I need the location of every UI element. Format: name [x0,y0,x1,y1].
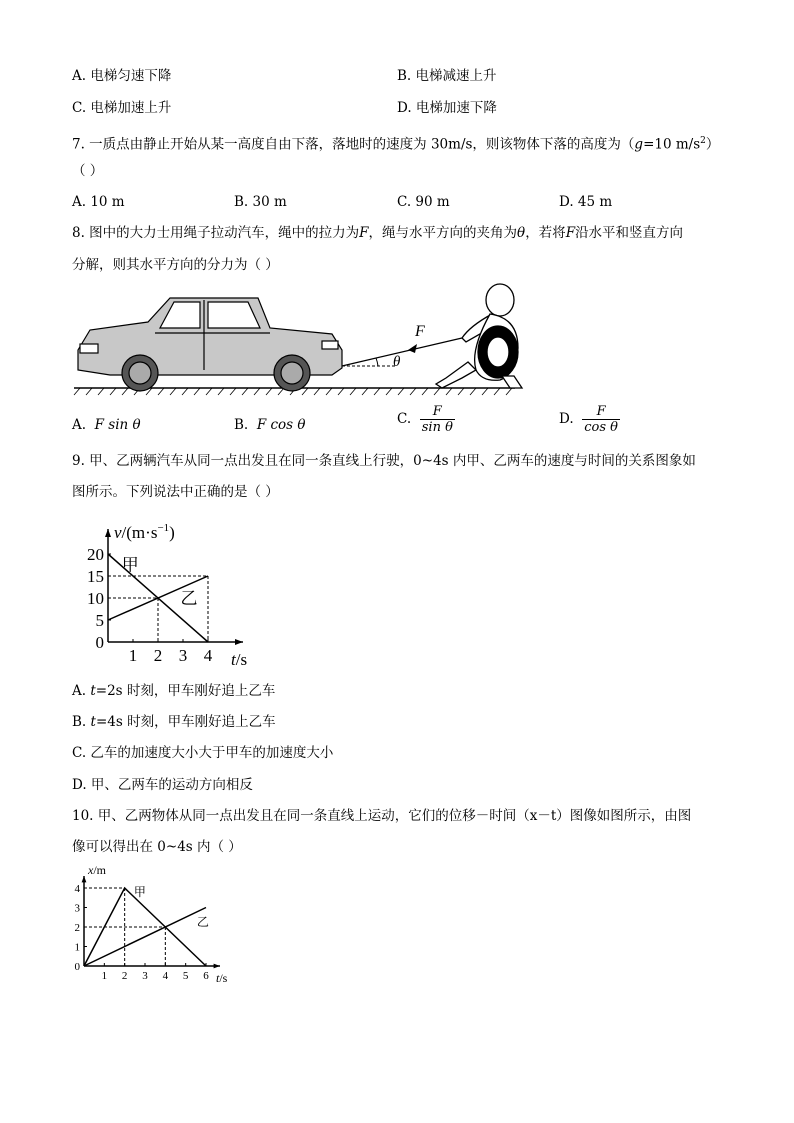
x-tick-label-3: 3 [142,970,148,982]
q9-y-axis-label: $v/(m\cdot s^{-1})$ [114,522,175,542]
q7-option-d: D. 45 m [559,194,613,210]
y-tick-label-4: 4 [74,882,80,895]
q10-y-axis-label: x/m [88,863,106,877]
x-axis-arrow [235,639,243,645]
q8-theta-symbol: θ [517,225,526,241]
q10-series-label-jia: 甲 [133,884,146,899]
q9-option-b [72,713,276,731]
q9-option-a-var: t [90,683,96,699]
q10-stem-line1: 10. 甲、乙两物体从同一点出发且在同一条直线上运动，它们的位移－时间（x－t）图像如图所示，由图 [72,808,692,824]
q9-stem-line2: 图所示。下列说法中正确的是（ ） [72,484,279,500]
force-arrowhead [408,344,417,353]
q8-F-symbol: F [359,225,369,241]
q6-option-a: A. 电梯匀速下降 [72,68,172,84]
q8-option-c-denominator: sin θ [421,420,453,435]
q8-option-c [397,404,455,435]
q7-stem [72,132,719,154]
y-tick-label-0: 0 [95,632,104,652]
q8-option-d-numerator: F [596,404,606,419]
x-tick-label-6: 6 [203,970,209,982]
q6-option-c: C. 电梯加速上升 [72,100,172,116]
q8-text-b: ，绳与水平方向的夹角为 [368,225,518,241]
angle-arc [376,358,378,366]
q7-option-c: C. 90 m [397,194,450,210]
q7-option-b: B. 30 m [234,194,287,210]
q8-option-a [72,416,141,434]
q10-x-axis-label: t/s [216,971,228,985]
x-tick-label-4: 4 [162,970,169,982]
q9-option-b-prefix: B. [72,714,91,730]
y-tick-label-3: 3 [74,902,80,915]
strongman [436,284,522,388]
q9-x-axis-label: t/s [231,650,248,669]
q9-option-a-prefix: A. [72,683,91,699]
q7-answer-paren: （ ） [72,163,104,179]
q7-g-symbol: g [634,136,644,153]
q8-stem-line1 [72,224,683,242]
q9-vt-chart [78,515,263,675]
q8-F-symbol-2: F [565,225,576,241]
q8-text-a: 8. 图中的大力士用绳子拉动汽车，绳中的拉力为 [72,225,360,241]
q7-g-value: =10 m/s [643,136,701,153]
q9-series-label-yi: 乙 [180,589,198,609]
q8-figure [70,278,530,398]
q9-option-a-text: =2s 时刻，甲车刚好追上乙车 [95,683,276,699]
q9-stem-line1: 9. 甲、乙两辆汽车从同一点出发且在同一条直线上行驶，0~4s 内甲、乙两车的速度与时间的关系图象如 [72,453,696,469]
y-tick-label-2: 2 [74,921,80,934]
q9-option-c: C. 乙车的加速度大小大于甲车的加速度大小 [72,745,334,761]
x-tick-label-2: 2 [121,970,128,982]
x-tick-label-2: 2 [153,646,163,665]
q8-option-d [559,404,620,435]
q8-option-b-expr: F cos θ [256,417,306,433]
x-axis-arrow [214,964,220,969]
x-tick-label-1: 1 [128,646,138,665]
q7-option-a: A. 10 m [72,194,125,210]
q7-stem-end: ） [705,136,720,153]
q8-text-d: 沿水平和竖直方向 [575,225,684,241]
q8-option-b-label: B. [234,417,249,433]
y-tick-label-10: 10 [87,588,104,608]
fig-theta-label: θ [393,354,401,370]
y-tick-label-15: 15 [87,566,104,586]
q8-text-c: ，若将 [525,225,566,241]
q8-stem-line2: 分解，则其水平方向的分力为（ ） [72,257,279,273]
q7-g-exp: 2 [700,136,706,146]
rope [342,338,462,366]
q9-series-label-jia: 甲 [121,555,139,575]
q8-option-d-denominator: cos θ [584,420,618,435]
car [78,298,342,391]
q9-option-b-text: =4s 时刻，甲车刚好追上乙车 [95,714,276,730]
x-tick-label-5: 5 [182,970,189,982]
x-tick-label-4: 4 [203,646,213,665]
q6-option-d: D. 电梯加速下降 [397,100,497,116]
x-tick-label-1: 1 [101,970,108,982]
q7-stem-text: 7. 一质点由静止开始从某一高度自由下落，落地时的速度为 30m/s，则该物体下落的高度为（ [72,136,635,153]
fig-F-label: F [415,323,425,340]
q6-option-b: B. 电梯减速上升 [397,68,497,84]
y-tick-label-1: 1 [74,941,80,954]
q10-stem-line2: 像可以得出在 0~4s 内（ ） [72,839,242,855]
q9-option-a [72,682,275,700]
y-axis-arrow [105,529,111,537]
y-tick-label-5: 5 [95,610,104,630]
q8-option-a-expr: F sin θ [94,417,141,433]
x-tick-label-3: 3 [178,646,188,665]
q10-series-label-yi: 乙 [196,915,209,930]
q10-xt-chart [68,862,248,990]
y-tick-label-20: 20 [87,544,104,564]
q8-option-a-label: A. [72,417,87,433]
q8-option-b [234,416,306,434]
q9-option-d: D. 甲、乙两车的运动方向相反 [72,777,253,793]
series-line-1 [84,908,206,967]
q8-option-c-label: C. [397,411,412,427]
y-axis-arrow [82,876,87,882]
q8-option-c-numerator: F [432,404,442,419]
y-tick-label-0: 0 [74,960,80,973]
q8-option-d-label: D. [559,411,574,427]
q9-option-b-var: t [90,714,96,730]
